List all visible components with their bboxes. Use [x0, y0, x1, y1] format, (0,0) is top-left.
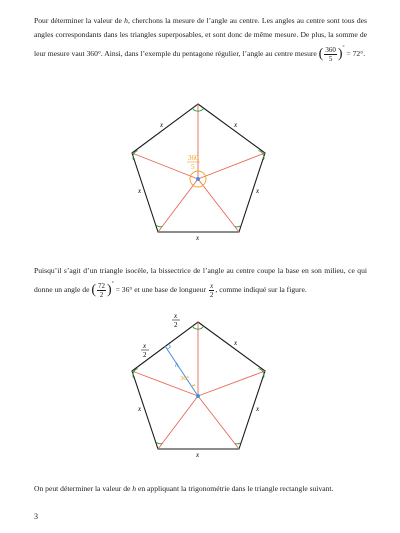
paragraph-trigonometry — [34, 482, 367, 496]
fraction-72-over-2 — [97, 282, 106, 299]
fraction-x-over-2 — [209, 282, 215, 299]
pentagon-figure-1 — [132, 104, 265, 242]
paragraph-bisector — [34, 264, 367, 299]
pentagon-figure-2 — [132, 312, 265, 459]
text-segment: en appliquant la trigonométrie dans le triangle rectangle suivant. — [136, 484, 334, 493]
page-number: 3 — [34, 512, 38, 521]
text-segment: Puisqu’il s’agit d’un triangle isocèle, la bissectrice de l’angle au centre coupe la base en son milieu, ce qui donne un angle de — [34, 266, 367, 294]
apothem-h — [165, 346, 198, 396]
side-label-x: x — [196, 234, 200, 242]
pentagon-outline — [132, 104, 265, 232]
right-paren: ) — [107, 282, 112, 298]
variable-h: h — [124, 16, 128, 25]
side-label-x: x — [138, 187, 142, 195]
text-segment: On peut déterminer la valeur de — [34, 484, 133, 493]
text-segment: Pour déterminer la valeur de — [34, 16, 125, 25]
degree-sign: ° — [342, 46, 345, 51]
fraction-denominator: 2 — [209, 290, 214, 299]
fraction-denominator: 2 — [99, 290, 104, 299]
left-paren: ( — [318, 46, 324, 62]
half-angle-arc — [192, 385, 195, 386]
half-side-numerator: x — [174, 312, 178, 320]
side-label-x: x — [234, 121, 238, 129]
center-point — [196, 177, 200, 181]
side-label-x: x — [234, 339, 238, 347]
side-label-x: x — [160, 121, 164, 129]
center-angle-numerator: 360 — [188, 154, 199, 162]
fraction-numerator: 360 — [325, 45, 336, 54]
text-segment: , cherchons la mesure de l’angle au centre. Les angles au centre sont tous des angles correspondants dans les triangles superposables, et sont donc de même mesure. De plus, la somme de leur mesure vaut 360°. Ainsi, dans l’exemple du pentagone régulier, l’angle au centre mesure — [34, 16, 367, 58]
center-point — [196, 394, 200, 398]
degree-sign: ° — [111, 282, 114, 287]
fraction-numerator: 72 — [98, 281, 106, 290]
text-segment: , comme indiqué sur la figure. — [215, 285, 307, 294]
pentagon-outline — [132, 322, 265, 449]
half-side-numerator: x — [143, 342, 147, 350]
side-label-x: x — [256, 187, 260, 195]
side-label-x: x — [138, 405, 142, 413]
apothem-label-h: h — [175, 361, 179, 369]
right-paren: ) — [337, 46, 343, 62]
side-label-x: x — [196, 451, 200, 459]
text-segment: = 72°. — [344, 49, 366, 58]
fraction-numerator: x — [210, 281, 214, 290]
left-paren: ( — [91, 282, 97, 298]
side-label-x: x — [256, 405, 260, 413]
fraction-denominator: 5 — [328, 54, 333, 63]
center-angle-denominator: 5 — [191, 163, 195, 171]
text-segment: = 36° et une base de longueur — [113, 285, 208, 294]
half-side-denominator: 2 — [143, 351, 147, 359]
variable-h: h — [132, 484, 137, 493]
half-angle-label: 36° — [180, 375, 190, 382]
half-side-denominator: 2 — [174, 321, 178, 329]
